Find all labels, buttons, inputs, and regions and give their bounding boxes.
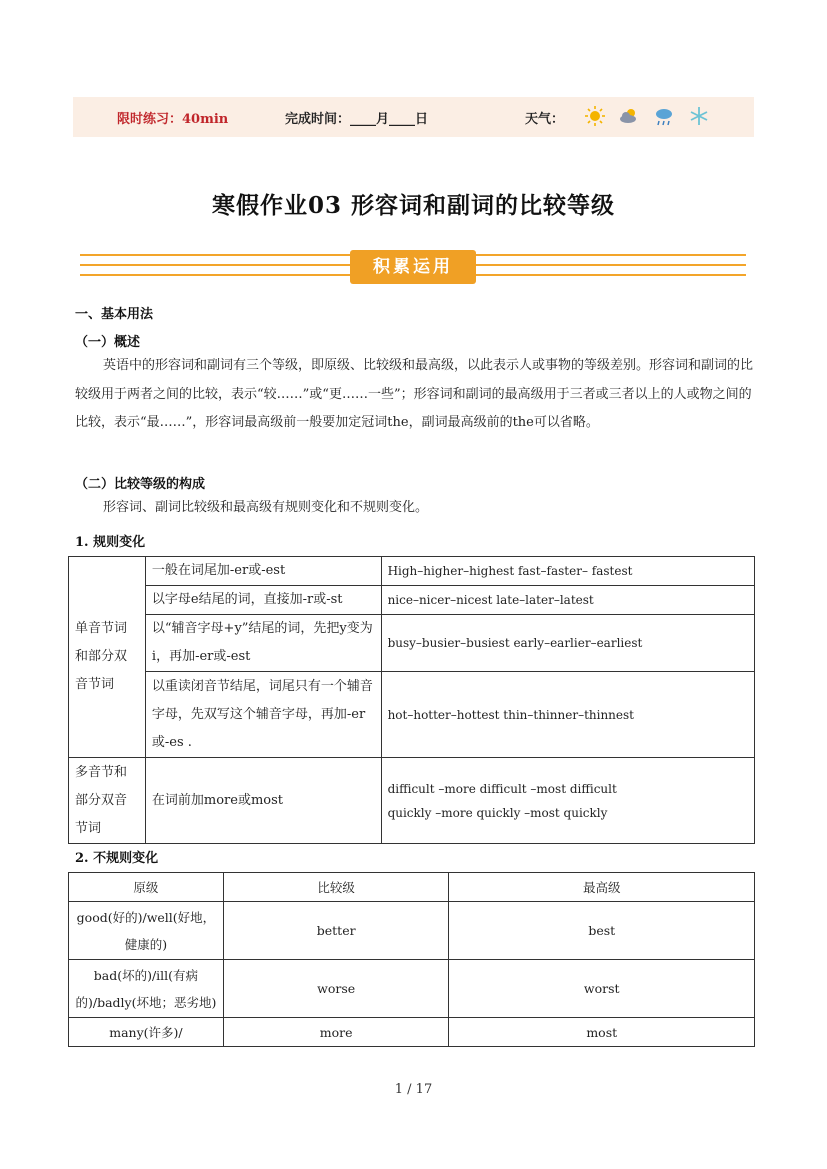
superlative-cell: worst: [449, 960, 755, 1018]
table-row: [69, 586, 755, 615]
rule-cell: 以“辅音字母+y”结尾的词，先把y变为i，再加-er或-est: [145, 615, 381, 672]
superlative-cell: most: [449, 1018, 755, 1047]
table-row: [69, 672, 755, 758]
weather-label: 天气：: [525, 112, 565, 127]
page-number: 1 / 17: [394, 1082, 433, 1097]
table-row: [69, 902, 755, 960]
overview-paragraph: 英语中的形容词和副词有三个等级，即原级、比较级和最高级，以此表示人或事物的等级差别。形容词和副词的比较级用于两者之间的比较，表示“较……”或“更……一些”；形容词和副词的最高级用于三者或三者以上的人或物之间的比较，表示“最……”，形容词最高级前一般要加定冠词the，副词最高级前的the可以省略。: [75, 358, 754, 430]
regular-table: [68, 556, 755, 844]
banner-label: 积累运用: [350, 250, 476, 284]
snow-icon: [688, 105, 710, 127]
group-label: 多音节和部分双音节词: [69, 758, 146, 844]
example-cell: busy–busier–busiest early–earlier–earliest: [381, 615, 754, 672]
page-title: 寒假作业03 形容词和副词的比较等级: [211, 192, 615, 219]
example-line: difficult –more difficult –most difficult: [387, 781, 617, 796]
table-row: [69, 557, 755, 586]
table-row: [69, 1018, 755, 1047]
group-label: 单音节词和部分双音节词: [69, 557, 146, 758]
table-header-row: [69, 873, 755, 902]
base-form-cell: bad(坏的)/ill(有病的)/badly(坏地；恶劣地): [69, 960, 224, 1018]
comparative-cell: worse: [223, 960, 449, 1018]
heading-construction: （二）比较等级的构成: [75, 477, 206, 492]
cloud-icon: [618, 105, 640, 127]
comparative-cell: more: [223, 1018, 449, 1047]
rule-cell: 在词前加more或most: [145, 758, 381, 844]
construction-text: 形容词、副词比较级和最高级有规则变化和不规则变化。: [103, 500, 429, 515]
rule-cell: 一般在词尾加-er或-est: [145, 557, 381, 586]
example-cell: [381, 758, 754, 844]
base-form-cell: many(许多)/: [69, 1018, 224, 1047]
rule-cell: 以字母e结尾的词，直接加-r或-st: [145, 586, 381, 615]
table-row: [69, 758, 755, 844]
base-form-cell: good(好的)/well(好地，健康的): [69, 902, 224, 960]
rain-icon: [653, 105, 675, 127]
comparative-cell: better: [223, 902, 449, 960]
example-cell: hot–hotter–hottest thin–thinner–thinnest: [381, 672, 754, 758]
heading-irregular: 2. 不规则变化: [75, 851, 159, 866]
heading-overview: （一）概述: [75, 335, 141, 350]
column-header: 最高级: [449, 873, 755, 902]
column-header: 比较级: [223, 873, 449, 902]
header-bar: [73, 97, 754, 137]
section-banner: [80, 250, 746, 284]
table-row: [69, 615, 755, 672]
heading-basic-usage: 一、基本用法: [75, 307, 154, 322]
sun-icon: [584, 105, 606, 127]
finish-time: 完成时间：____月____日: [285, 112, 429, 127]
heading-regular: 1. 规则变化: [75, 535, 146, 550]
example-line: quickly –more quickly –most quickly: [387, 805, 608, 820]
table-row: [69, 960, 755, 1018]
time-limit: 限时练习：40min: [117, 112, 229, 127]
example-cell: nice–nicer–nicest late–later–latest: [381, 586, 754, 615]
irregular-table: [68, 872, 755, 1047]
example-cell: High–higher–highest fast–faster– fastest: [381, 557, 754, 586]
superlative-cell: best: [449, 902, 755, 960]
rule-cell: 以重读闭音节结尾，词尾只有一个辅音字母，先双写这个辅音字母，再加-er或-es .: [145, 672, 381, 758]
column-header: 原级: [69, 873, 224, 902]
